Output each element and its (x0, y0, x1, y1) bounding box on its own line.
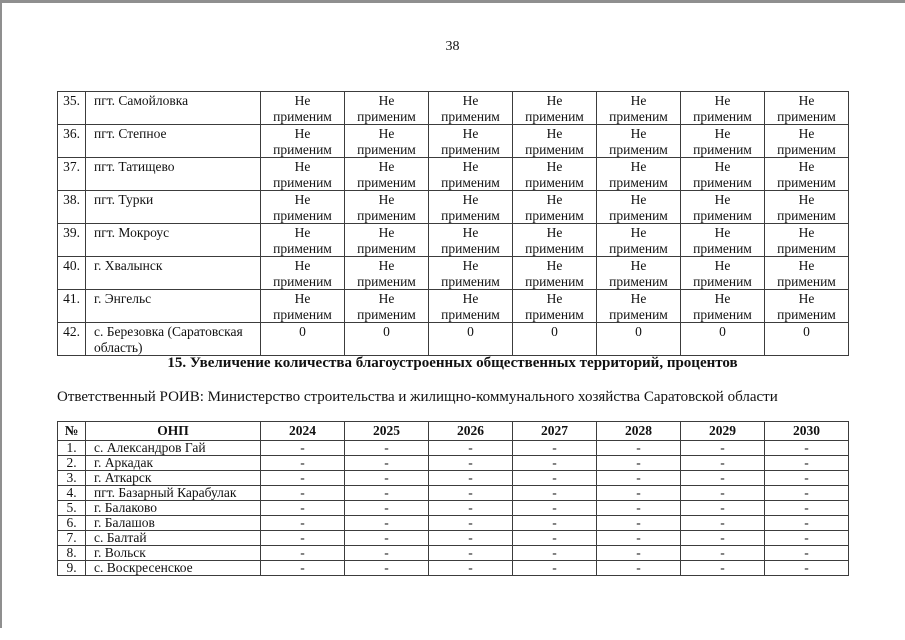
table-row (58, 561, 849, 576)
year-value-cell: Не применим (345, 290, 429, 323)
year-value-cell: - (429, 441, 513, 456)
year-value-cell: - (597, 546, 681, 561)
year-value-cell: - (345, 486, 429, 501)
year-value-cell: 0 (513, 323, 597, 356)
year-value-cell: Не применим (765, 191, 849, 224)
settlement-name-cell: пгт. Мокроус (86, 224, 261, 257)
year-value-cell: Не применим (345, 92, 429, 125)
year-value-cell: Не применим (429, 257, 513, 290)
year-value-cell: Не применим (261, 92, 345, 125)
row-number-cell: 8. (58, 546, 86, 561)
settlement-name-cell: пгт. Турки (86, 191, 261, 224)
year-value-cell: - (261, 486, 345, 501)
year-value-cell: - (513, 546, 597, 561)
row-number-cell: 38. (58, 191, 86, 224)
year-value-cell: 0 (345, 323, 429, 356)
year-value-cell: Не применим (681, 191, 765, 224)
year-value-cell: Не применим (765, 92, 849, 125)
table-row (58, 323, 849, 356)
column-header-2028: 2028 (597, 422, 681, 441)
row-number-cell: 7. (58, 531, 86, 546)
year-value-cell: Не применим (429, 158, 513, 191)
year-value-cell: 0 (597, 323, 681, 356)
year-value-cell: Не применим (345, 158, 429, 191)
year-value-cell: Не применим (345, 191, 429, 224)
year-value-cell: - (345, 561, 429, 576)
settlement-name-cell: г. Балаково (86, 501, 261, 516)
year-value-cell: Не применим (513, 158, 597, 191)
year-value-cell: - (597, 471, 681, 486)
year-value-cell: Не применим (597, 125, 681, 158)
year-value-cell: Не применим (261, 125, 345, 158)
year-value-cell: - (513, 516, 597, 531)
year-value-cell: Не применим (261, 224, 345, 257)
year-value-cell: - (765, 531, 849, 546)
column-header-2027: 2027 (513, 422, 597, 441)
year-value-cell: - (429, 546, 513, 561)
year-value-cell: 0 (261, 323, 345, 356)
year-value-cell: Не применим (681, 257, 765, 290)
settlement-name-cell: г. Энгельс (86, 290, 261, 323)
year-value-cell: - (681, 441, 765, 456)
year-value-cell: - (765, 486, 849, 501)
settlement-name-cell: с. Балтай (86, 531, 261, 546)
row-number-cell: 3. (58, 471, 86, 486)
year-value-cell: - (345, 546, 429, 561)
row-number-cell: 40. (58, 257, 86, 290)
year-value-cell: - (681, 516, 765, 531)
year-value-cell: Не применим (345, 257, 429, 290)
year-value-cell: - (429, 501, 513, 516)
indicator-table-continuation (57, 91, 849, 356)
year-value-cell: - (513, 561, 597, 576)
row-number-cell: 5. (58, 501, 86, 516)
year-value-cell: - (345, 516, 429, 531)
table-row (58, 546, 849, 561)
year-value-cell: - (681, 471, 765, 486)
row-number-cell: 9. (58, 561, 86, 576)
year-value-cell: Не применим (765, 125, 849, 158)
year-value-cell: - (765, 456, 849, 471)
row-number-cell: 39. (58, 224, 86, 257)
year-value-cell: - (429, 531, 513, 546)
year-value-cell: Не применим (513, 191, 597, 224)
year-value-cell: Не применим (765, 224, 849, 257)
scan-edge-left-line (0, 0, 2, 628)
year-value-cell: - (597, 456, 681, 471)
year-value-cell: Не применим (513, 290, 597, 323)
settlement-name-cell: с. Березовка (Саратовская область) (86, 323, 261, 356)
table-row (58, 158, 849, 191)
section-heading: 15. Увеличение количества благоустроенных общественных территорий, процентов (167, 355, 738, 371)
year-value-cell: - (681, 486, 765, 501)
row-number-cell: 4. (58, 486, 86, 501)
year-value-cell: - (261, 501, 345, 516)
table-row (58, 516, 849, 531)
column-header-2026: 2026 (429, 422, 513, 441)
column-header-onp: ОНП (86, 422, 261, 441)
year-value-cell: - (597, 501, 681, 516)
year-value-cell: - (597, 516, 681, 531)
year-value-cell: Не применим (429, 125, 513, 158)
year-value-cell: - (765, 441, 849, 456)
year-value-cell: Не применим (597, 290, 681, 323)
year-value-cell: - (261, 546, 345, 561)
year-value-cell: - (261, 456, 345, 471)
year-value-cell: - (681, 456, 765, 471)
year-value-cell: - (261, 516, 345, 531)
year-value-cell: Не применим (429, 224, 513, 257)
row-number-cell: 2. (58, 456, 86, 471)
year-value-cell: - (345, 471, 429, 486)
year-value-cell: Не применим (765, 290, 849, 323)
year-value-cell: - (345, 441, 429, 456)
page-number: 38 (445, 39, 460, 54)
header-row (58, 422, 849, 441)
year-value-cell: Не применим (681, 125, 765, 158)
table-row (58, 191, 849, 224)
year-value-cell: - (765, 471, 849, 486)
table-row (58, 531, 849, 546)
year-value-cell: - (513, 486, 597, 501)
year-value-cell: Не применим (597, 257, 681, 290)
year-value-cell: - (765, 501, 849, 516)
year-value-cell: - (261, 561, 345, 576)
settlement-name-cell: г. Вольск (86, 546, 261, 561)
column-header-num: № (58, 422, 86, 441)
year-value-cell: Не применим (597, 158, 681, 191)
year-value-cell: 0 (765, 323, 849, 356)
table-row (58, 501, 849, 516)
table-row (58, 92, 849, 125)
year-value-cell: - (513, 501, 597, 516)
year-value-cell: Не применим (513, 224, 597, 257)
row-number-cell: 37. (58, 158, 86, 191)
year-value-cell: - (681, 501, 765, 516)
settlement-name-cell: г. Аткарск (86, 471, 261, 486)
year-value-cell: - (261, 441, 345, 456)
year-value-cell: Не применим (681, 290, 765, 323)
row-number-cell: 6. (58, 516, 86, 531)
table-row (58, 471, 849, 486)
settlement-name-cell: пгт. Самойловка (86, 92, 261, 125)
year-value-cell: - (513, 441, 597, 456)
year-value-cell: Не применим (429, 92, 513, 125)
settlement-name-cell: г. Аркадак (86, 456, 261, 471)
settlement-name-cell: с. Воскресенское (86, 561, 261, 576)
year-value-cell: - (429, 471, 513, 486)
year-value-cell: - (345, 531, 429, 546)
year-value-cell: Не применим (345, 125, 429, 158)
year-value-cell: Не применим (261, 257, 345, 290)
year-value-cell: - (261, 471, 345, 486)
settlement-name-cell: пгт. Базарный Карабулак (86, 486, 261, 501)
column-header-2029: 2029 (681, 422, 765, 441)
indicator-table-15 (57, 421, 849, 576)
row-number-cell: 35. (58, 92, 86, 125)
year-value-cell: Не применим (597, 224, 681, 257)
table-row (58, 456, 849, 471)
settlement-name-cell: с. Александров Гай (86, 441, 261, 456)
table-row (58, 486, 849, 501)
year-value-cell: - (681, 531, 765, 546)
year-value-cell: - (261, 531, 345, 546)
column-header-2030: 2030 (765, 422, 849, 441)
year-value-cell: Не применим (513, 125, 597, 158)
table-row (58, 224, 849, 257)
year-value-cell: Не применим (345, 224, 429, 257)
year-value-cell: Не применим (765, 257, 849, 290)
year-value-cell: - (345, 501, 429, 516)
table-row (58, 125, 849, 158)
row-number-cell: 42. (58, 323, 86, 356)
year-value-cell: Не применим (513, 257, 597, 290)
year-value-cell: Не применим (261, 290, 345, 323)
year-value-cell: - (429, 456, 513, 471)
year-value-cell: 0 (681, 323, 765, 356)
year-value-cell: - (597, 486, 681, 501)
row-number-cell: 1. (58, 441, 86, 456)
row-number-cell: 41. (58, 290, 86, 323)
year-value-cell: - (765, 516, 849, 531)
settlement-name-cell: г. Хвалынск (86, 257, 261, 290)
year-value-cell: - (429, 561, 513, 576)
year-value-cell: - (345, 456, 429, 471)
settlement-name-cell: пгт. Степное (86, 125, 261, 158)
year-value-cell: - (765, 546, 849, 561)
year-value-cell: Не применим (513, 92, 597, 125)
table-row (58, 257, 849, 290)
year-value-cell: Не применим (429, 191, 513, 224)
year-value-cell: - (429, 516, 513, 531)
year-value-cell: Не применим (429, 290, 513, 323)
year-value-cell: Не применим (765, 158, 849, 191)
year-value-cell: - (513, 471, 597, 486)
table-row (58, 441, 849, 456)
column-header-2025: 2025 (345, 422, 429, 441)
year-value-cell: 0 (429, 323, 513, 356)
year-value-cell: Не применим (597, 92, 681, 125)
year-value-cell: Не применим (597, 191, 681, 224)
year-value-cell: Не применим (261, 158, 345, 191)
year-value-cell: - (681, 561, 765, 576)
year-value-cell: - (429, 486, 513, 501)
row-number-cell: 36. (58, 125, 86, 158)
year-value-cell: - (597, 561, 681, 576)
year-value-cell: Не применим (261, 191, 345, 224)
year-value-cell: - (513, 531, 597, 546)
settlement-name-cell: г. Балашов (86, 516, 261, 531)
year-value-cell: Не применим (681, 158, 765, 191)
year-value-cell: - (597, 531, 681, 546)
table-row (58, 290, 849, 323)
year-value-cell: Не применим (681, 224, 765, 257)
year-value-cell: - (681, 546, 765, 561)
year-value-cell: Не применим (681, 92, 765, 125)
year-value-cell: - (765, 561, 849, 576)
settlement-name-cell: пгт. Татищево (86, 158, 261, 191)
scan-edge-top-line (0, 0, 905, 3)
responsible-roiv-line: Ответственный РОИВ: Министерство строительства и жилищно-коммунального хозяйства Саратовской области (57, 389, 778, 405)
column-header-2024: 2024 (261, 422, 345, 441)
year-value-cell: - (513, 456, 597, 471)
year-value-cell: - (597, 441, 681, 456)
